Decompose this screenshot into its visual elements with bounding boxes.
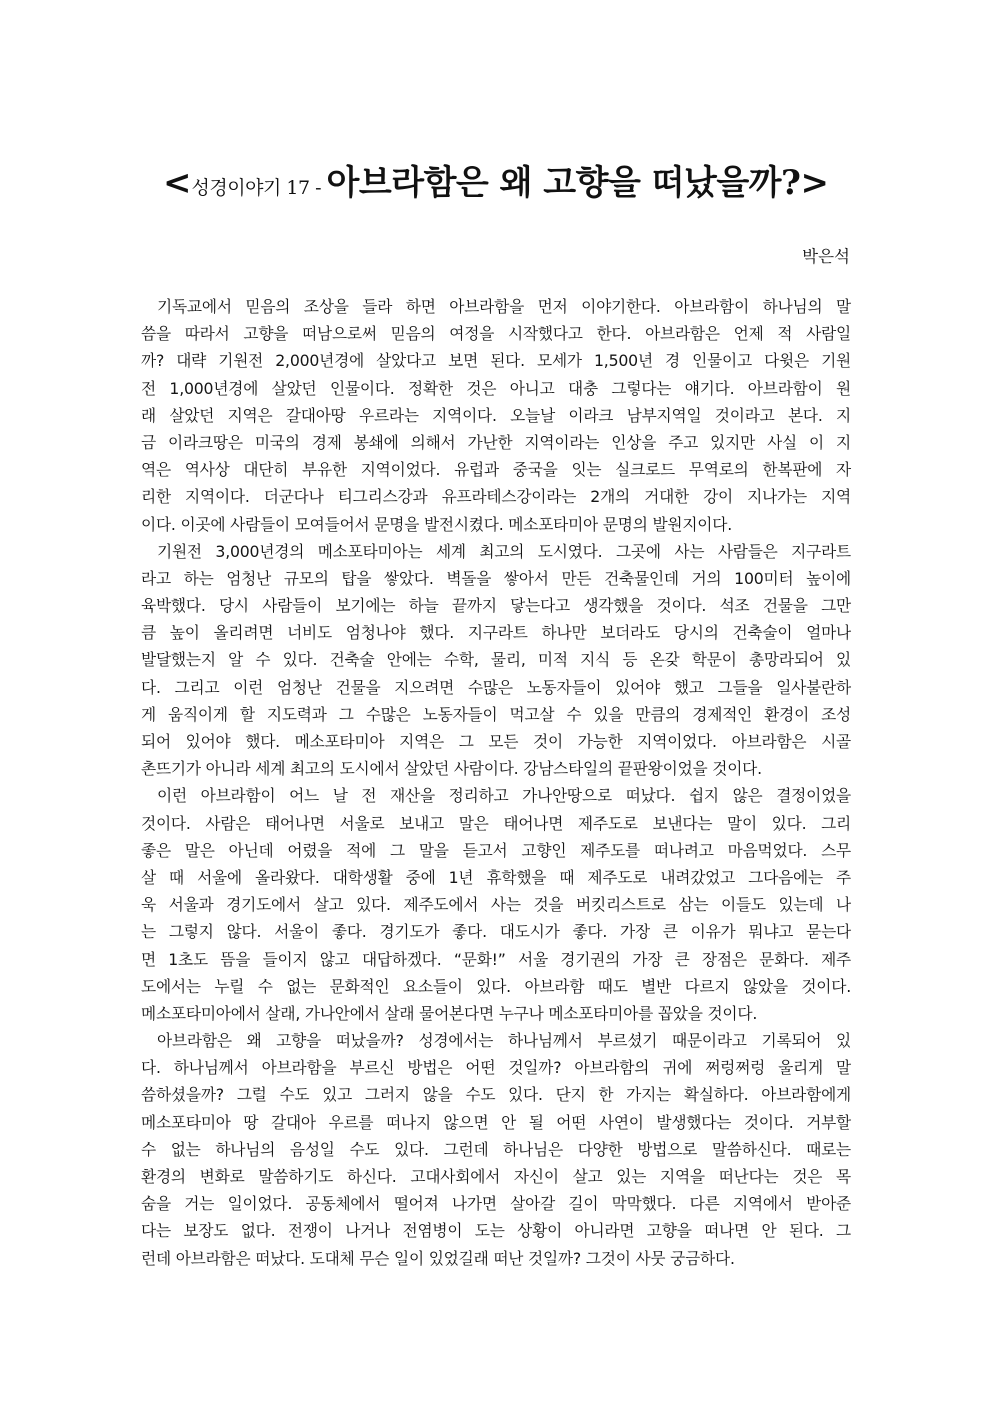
paragraph-line: 씀하셨을까? 그럴 수도 있고 그러지 않을 수도 있다. 단지 한 가지는 확실하다. 아브라함에게 <box>141 1085 851 1105</box>
author-name: 박은석 <box>802 247 850 266</box>
paragraph-line: 전 1,000년경에 살았던 인물이다. 정확한 것은 아니고 대충 그렇다는 얘기다. 아브라함이 원 <box>141 378 851 398</box>
paragraph-line: 숨을 거는 일이었다. 공동체에서 떨어져 나가면 살아갈 길이 막막했다. 다른 지역에서 받아준 <box>141 1194 851 1214</box>
paragraph-line: 리한 지역이다. 더군다나 티그리스강과 유프라테스강이라는 2개의 거대한 강이 지나가는 지역 <box>141 487 851 507</box>
paragraph-line: 기원전 3,000년경의 메소포타미아는 세계 최고의 도시였다. 그곳에 사는 사람들은 지구라트 <box>157 541 851 561</box>
paragraph-line: 환경의 변화로 말씀하기도 하신다. 고대사회에서 자신이 살고 있는 지역을 떠난다는 것은 목 <box>141 1167 851 1186</box>
paragraph-line: 큼 높이 올리려면 너비도 엄청나야 했다. 지구라트 하나만 보더라도 당시의 건축술이 얼마나 <box>141 623 851 643</box>
paragraph-line: 메소포타미아 땅 갈대아 우르를 떠나지 않으면 안 될 어떤 사연이 발생했다는 것이다. 거부할 <box>141 1112 851 1132</box>
paragraph-line: 도에서는 누릴 수 없는 문화적인 요소들이 있다. 아브라함 때도 별반 다르지 않았을 것이다. <box>141 976 851 996</box>
paragraph <box>141 782 851 1027</box>
document-title <box>0 155 992 204</box>
paragraph-line: 면 1초도 뜸을 들이지 않고 대답하겠다. “문화!” 서울 경기권의 가장 큰 장점은 문화다. 제주 <box>141 949 851 969</box>
paragraph-line: 는 그렇지 않다. 서울이 좋다. 경기도가 좋다. 대도시가 좋다. 가장 큰 이유가 뭐냐고 묻는다 <box>141 922 851 942</box>
paragraph-line: 역은 역사상 대단히 부유한 지역이었다. 유럽과 중국을 잇는 실크로드 무역로의 한복판에 자 <box>141 460 851 480</box>
paragraph-line: 기독교에서 믿음의 조상을 들라 하면 아브라함을 먼저 이야기한다. 아브라함이 하나님의 말 <box>157 297 851 316</box>
paragraph-line: 씀을 따라서 고향을 떠남으로써 믿음의 여정을 시작했다고 한다. 아브라함은 언제 적 사람일 <box>141 324 851 344</box>
title-series-prefix: 성경이야기 17 - <box>191 177 327 199</box>
paragraph-line: 것이다. 사람은 태어나면 서울로 보내고 말은 태어나면 제주도로 보낸다는 말이 있다. 그리 <box>141 813 851 833</box>
paragraph-line: 좋은 말은 아닌데 어렸을 적에 그 말을 듣고서 고향인 제주도를 떠나려고 마음먹었다. 스무 <box>141 840 851 860</box>
paragraph-line: 게 움직이게 할 지도력과 그 수많은 노동자들이 먹고살 수 있을 만큼의 경제적인 환경이 조성 <box>141 704 851 724</box>
paragraph-line: 다. 하나님께서 아브라함을 부르신 방법은 어떤 것일까? 아브라함의 귀에 쩌렁쩌렁 울리게 말 <box>141 1058 851 1078</box>
paragraph-line: 다. 그리고 이런 엄청난 건물을 지으려면 수많은 노동자들이 있어야 했고 그들을 일사불란하 <box>141 677 851 697</box>
paragraph-line: 촌뜨기가 아니라 세계 최고의 도시에서 살았던 사람이다. 강남스타일의 끝판왕이었을 것이다. <box>141 759 762 779</box>
paragraph-line: 까? 대략 기원전 2,000년경에 살았다고 보면 된다. 모세가 1,500년 경 인물이고 다윗은 기원 <box>141 351 851 371</box>
article-body <box>141 293 851 1272</box>
paragraph-line: 다는 보장도 없다. 전쟁이 나거나 전염병이 도는 상황이 아니라면 고향을 떠나면 안 된다. 그 <box>141 1221 851 1241</box>
paragraph <box>141 538 851 783</box>
paragraph-line: 라고 하는 엄청난 규모의 탑을 쌓았다. 벽돌을 쌓아서 만든 건축물인데 거의 100미터 높이에 <box>141 568 851 588</box>
paragraph-line: 아브라함은 왜 고향을 떠났을까? 성경에서는 하나님께서 부르셨기 때문이라고 기록되어 있 <box>157 1031 851 1051</box>
paragraph-line: 런데 아브라함은 떠났다. 도대체 무슨 일이 있었길래 떠난 것일까? 그것이 사뭇 궁금하다. <box>141 1248 735 1268</box>
title-open-bracket: < <box>163 163 192 203</box>
paragraph-line: 래 살았던 지역은 갈대아땅 우르라는 지역이다. 오늘날 이라크 남부지역일 것이라고 본다. 지 <box>141 405 851 425</box>
paragraph-line: 이런 아브라함이 어느 날 전 재산을 정리하고 가나안땅으로 떠났다. 쉽지 않은 결정이었을 <box>157 786 851 806</box>
paragraph-line: 되어 있어야 했다. 메소포타미아 지역은 그 모든 것이 가능한 지역이었다. 아브라함은 시골 <box>141 732 851 751</box>
title-close-bracket: > <box>800 163 829 203</box>
paragraph <box>141 1027 851 1272</box>
paragraph <box>141 293 851 538</box>
paragraph-line: 메소포타미아에서 살래, 가나안에서 살래 물어본다면 누구나 메소포타미아를 꼽았을 것이다. <box>141 1003 758 1023</box>
paragraph-line: 금 이라크땅은 미국의 경제 봉쇄에 의해서 가난한 지역이라는 인상을 주고 있지만 사실 이 지 <box>141 432 851 452</box>
paragraph-line: 육박했다. 당시 사람들이 보기에는 하늘 끝까지 닿는다고 생각했을 것이다. 석조 건물을 그만 <box>141 596 851 616</box>
paragraph-line: 이다. 이곳에 사람들이 모여들어서 문명을 발전시켰다. 메소포타미아 문명의 발원지이다. <box>141 514 733 534</box>
paragraph-line: 수 없는 하나님의 음성일 수도 있다. 그런데 하나님은 다양한 방법으로 말씀하신다. 때로는 <box>141 1139 851 1159</box>
paragraph-line: 살 때 서울에 올라왔다. 대학생활 중에 1년 휴학했을 때 제주도로 내려갔었고 그다음에는 주 <box>141 867 851 887</box>
paragraph-line: 발달했는지 알 수 있다. 건축술 안에는 수학, 물리, 미적 지식 등 온갖 학문이 총망라되어 있 <box>141 650 851 670</box>
title-main-text: 아브라함은 왜 고향을 떠났을까? <box>326 163 801 203</box>
paragraph-line: 욱 서울과 경기도에서 살고 있다. 제주도에서 사는 것을 버킷리스트로 삼는 이들도 있는데 나 <box>141 895 851 915</box>
